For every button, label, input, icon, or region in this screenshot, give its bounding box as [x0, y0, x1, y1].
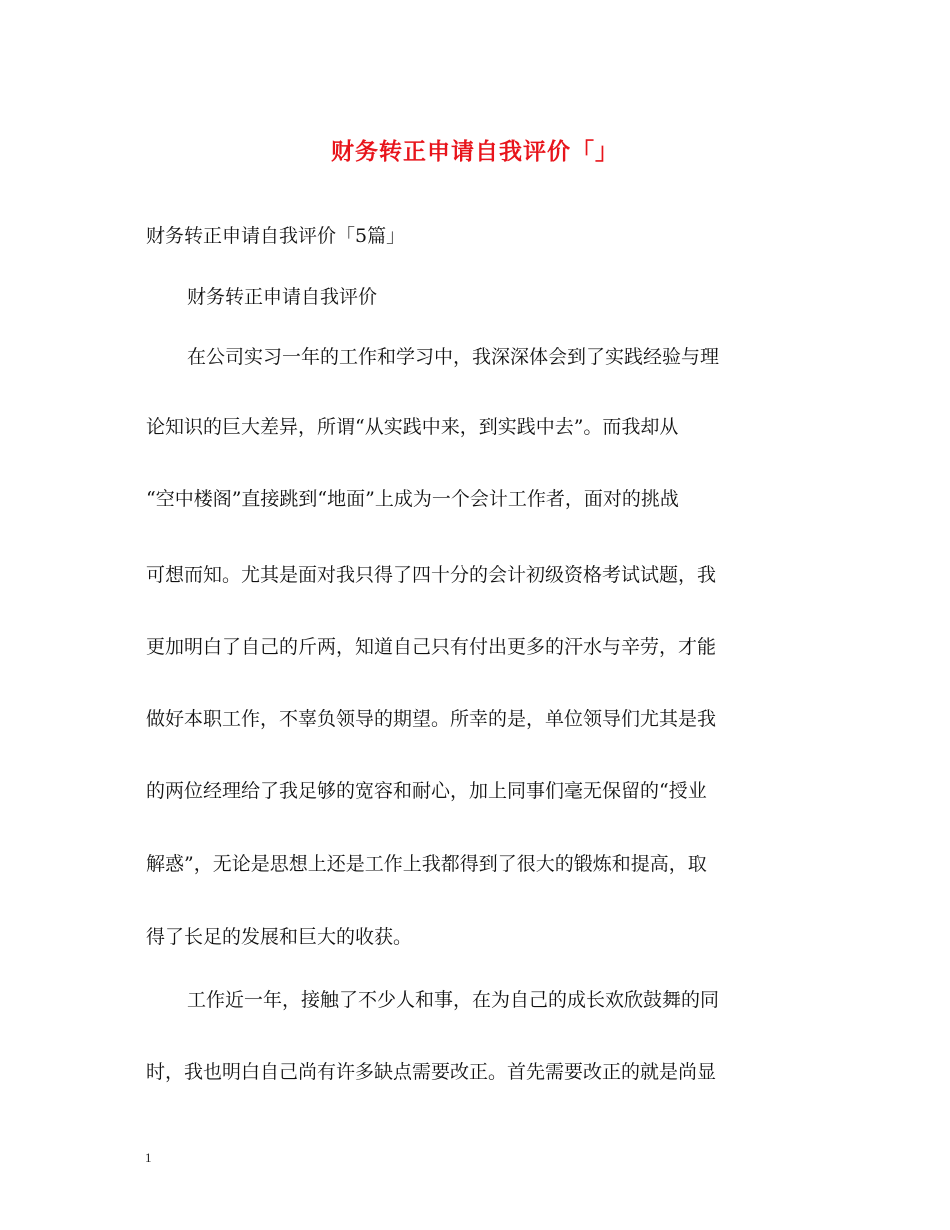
paragraph-line: 得了长足的发展和巨大的收获。	[146, 926, 413, 948]
paragraph-line: 解惑”，无论是思想上还是工作上我都得到了很大的锻炼和提高，取	[146, 853, 707, 875]
paragraph-line: 更加明白了自己的斤两，知道自己只有付出更多的汗水与辛劳，才能	[146, 636, 717, 658]
paragraph-line: 的两位经理给了我足够的宽容和耐心，加上同事们毫无保留的“授业	[146, 780, 707, 802]
paragraph-line: 在公司实习一年的工作和学习中，我深深体会到了实践经验与理	[187, 346, 720, 368]
section-heading: 财务转正申请自我评价	[187, 286, 378, 308]
paragraph-line: 可想而知。尤其是面对我只得了四十分的会计初级资格考试试题，我	[146, 564, 717, 586]
document-subtitle: 财务转正申请自我评价「5篇」	[146, 225, 406, 247]
document-title: 财务转正申请自我评价「」	[331, 138, 619, 165]
paragraph-line: 工作近一年，接触了不少人和事，在为自己的成长欢欣鼓舞的同	[187, 989, 720, 1011]
page-number: 1	[145, 1150, 152, 1165]
paragraph-line: 做好本职工作，不辜负领导的期望。所幸的是，单位领导们尤其是我	[146, 708, 717, 730]
paragraph-line: 论知识的巨大差异，所谓“从实践中来，到实践中去”。而我却从	[146, 416, 679, 438]
paragraph-line: “空中楼阁”直接跳到“地面”上成为一个会计工作者，面对的挑战	[146, 488, 679, 510]
paragraph-line: 时，我也明白自己尚有许多缺点需要改正。首先需要改正的就是尚显	[146, 1061, 717, 1083]
